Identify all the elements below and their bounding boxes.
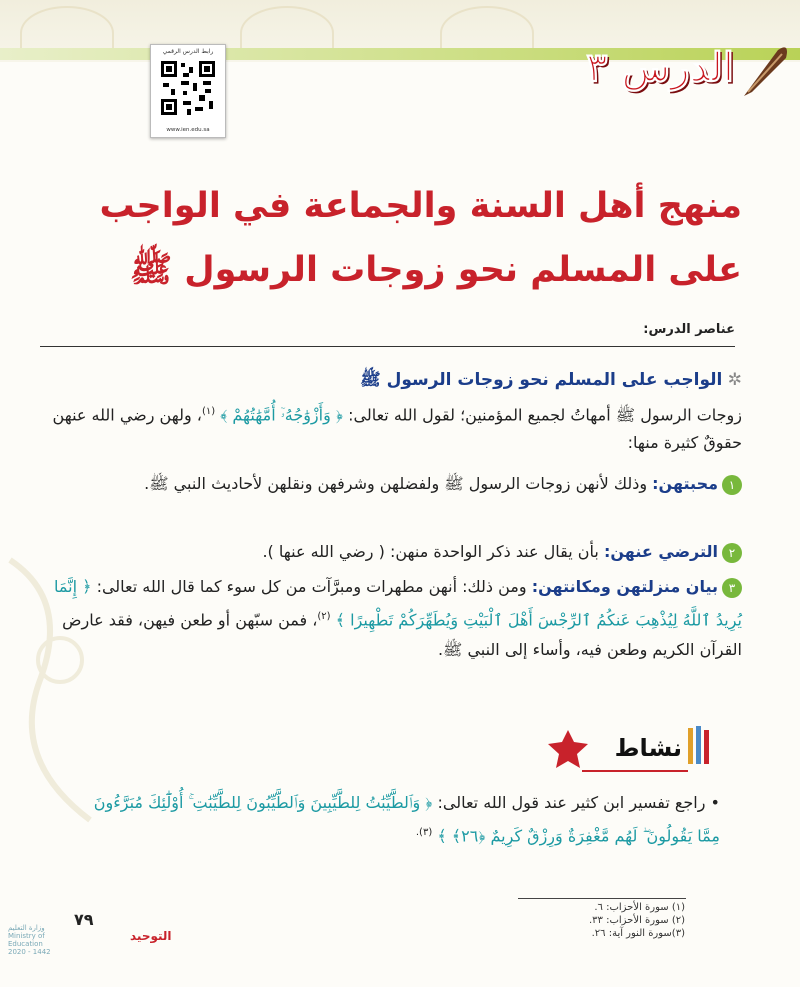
footnote-divider <box>518 898 686 899</box>
item-title: الترضي عنهن: <box>603 542 718 561</box>
activity-bullet <box>80 788 720 851</box>
item-title: بيان منزلتهن ومكانتهن: <box>531 577 718 596</box>
qr-label: رابط الدرس الرقمي <box>162 48 214 55</box>
intro-text-1: زوجات الرسول ﷺ أمهاتُ لجميع المؤمنين؛ لقول الله تعالى: <box>343 405 742 425</box>
subject-label: التوحيد <box>130 929 172 943</box>
bullet-icon: • <box>705 793 720 812</box>
footnote-ref-3: (٣). <box>415 827 433 838</box>
page-number: ٧٩ <box>74 910 94 929</box>
qr-code-card[interactable] <box>150 44 226 138</box>
intro-text-2: ، ولهن رضي الله عنهن حقوقٌ كثيرة منها: <box>52 405 742 453</box>
activity-header <box>546 728 696 776</box>
footnote: (٣)سورة النور آية: ٢٦. <box>591 928 685 939</box>
item-number-badge: ١ <box>722 475 742 495</box>
lesson-number: الدرس ٣ <box>586 44 734 91</box>
item-title: محبتهن: <box>652 474 718 493</box>
list-item <box>52 572 742 665</box>
item-number-badge: ٣ <box>722 578 742 598</box>
activity-underline <box>582 770 688 772</box>
quill-pen-icon <box>734 40 794 100</box>
footnote: (٢) سورة الأحزاب: ٣٣. <box>588 915 685 926</box>
asterisk-icon: ✲ <box>722 370 742 390</box>
intro-paragraph <box>52 398 742 457</box>
ministry-name: وزارة التعليم <box>8 924 45 932</box>
edition-year: 2020 - 1442 <box>8 948 51 956</box>
elements-heading: عناصر الدرس: <box>643 322 735 337</box>
footnote: (١) سورة الأحزاب: ٦. <box>594 902 685 913</box>
activity-star-icon <box>546 728 590 772</box>
item-text: بأن يقال عند ذكر الواحدة منهن: ( رضي الله عنها ). <box>262 542 599 561</box>
ministry-name-en: Ministry of Education <box>8 932 45 948</box>
list-item <box>52 470 742 498</box>
qr-url[interactable]: www.ien.edu.sa <box>166 127 210 133</box>
section-heading-text: الواجب على المسلم نحو زوجات الرسول ﷺ <box>360 370 723 390</box>
activity-label: نشاط <box>614 734 682 762</box>
divider <box>40 346 735 347</box>
activity-text: راجع تفسير ابن كثير عند قول الله تعالى: <box>432 793 706 812</box>
list-item <box>52 538 742 566</box>
quran-verse-3: ﴿ وَٱلطَّيِّبَٰتُ لِلطَّيِّبِينَ وَٱلطَّيِّبُونَ لِلطَّيِّبَٰتِ ۚ أُوْلَٰٓئِكَ مُبَرَّءُونَ مِمَّا يَقُولُونَ ۖ لَهُم مَّغْفِرَةٌ وَرِزْقٌ كَرِيمٌ ﴿٢٦﴾ ﴾ <box>93 793 720 846</box>
pencils-icon <box>684 724 712 770</box>
section-heading <box>52 366 742 394</box>
footnote-ref-1: (١) <box>201 406 216 417</box>
quran-verse-2: ﴿ إِنَّمَا يُرِيدُ ٱللَّهُ لِيُذْهِبَ عَنكُمُ ٱلرِّجْسَ أَهْلَ ٱلْبَيْتِ وَيُطَهِّرَكُمْ تَطْهِيرًا ﴾ <box>54 577 742 630</box>
quran-verse-1: ﴿ وَأَزْوَٰجُهُۥٓ أُمَّهَٰتُهُمْ ﴾ <box>220 405 344 425</box>
item-text: وذلك لأنهن زوجات الرسول ﷺ ولفضلهن وشرفهن ونقلهن لأحاديث النبي ﷺ. <box>144 474 648 493</box>
lesson-title-line-1: منهج أهل السنة والجماعة في الواجب <box>99 186 742 226</box>
item-number-badge: ٢ <box>722 543 742 563</box>
qr-code-icon <box>159 59 217 117</box>
ministry-logo <box>8 906 74 960</box>
item-text: ومن ذلك: أنهن مطهرات ومبرَّآت من كل سوء كما قال الله تعالى: <box>91 577 527 596</box>
item-text-after: ، فمن سبّهن أو طعن فيهن، فقد عارض القرآن الكريم وطعن فيه، وأساء إلى النبي ﷺ. <box>62 610 742 660</box>
footnote-ref-2: (٢) <box>317 611 331 622</box>
footnotes <box>589 901 685 940</box>
lesson-title-line-2: على المسلم نحو زوجات الرسول ﷺ <box>129 250 742 290</box>
lesson-tag <box>580 38 800 108</box>
